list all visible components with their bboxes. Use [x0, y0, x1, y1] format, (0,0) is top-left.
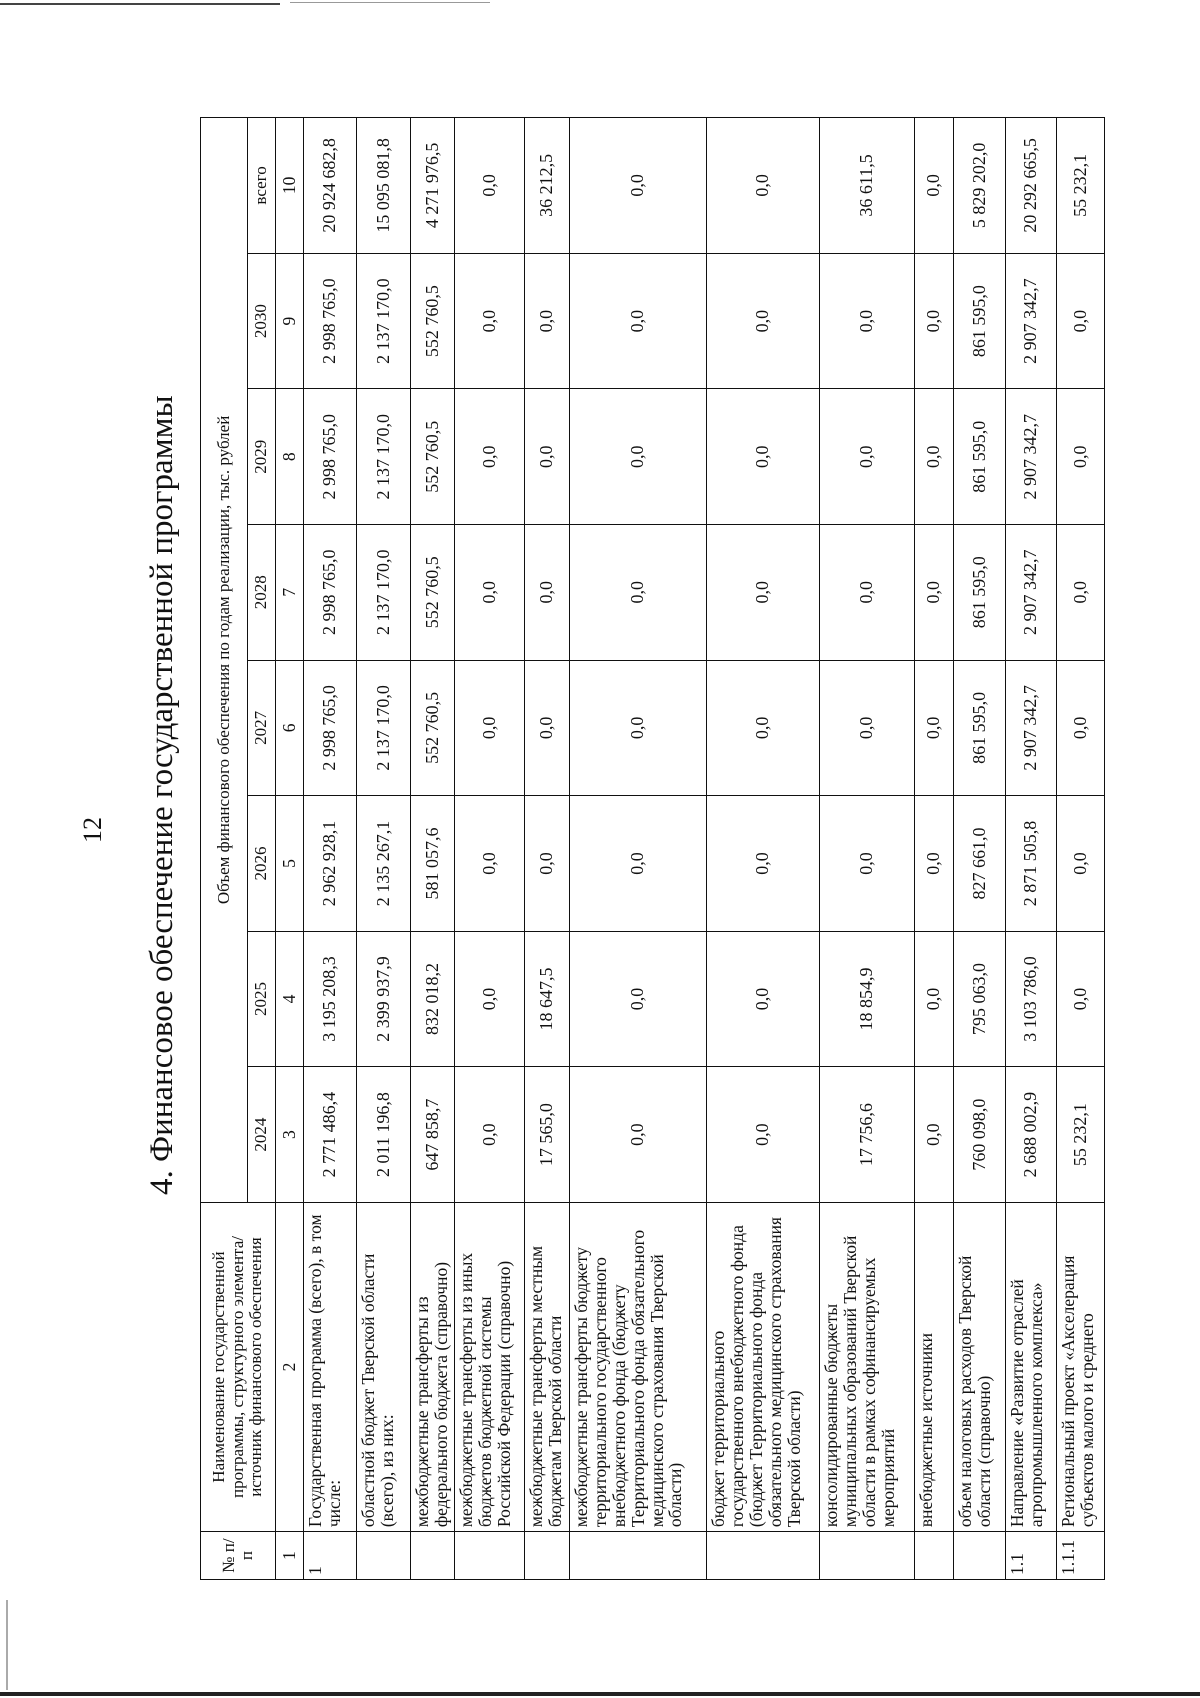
row-value: 0,0	[707, 1067, 820, 1203]
row-value: 0,0	[820, 524, 915, 660]
row-value: 36 212,5	[525, 118, 570, 254]
row-value: 581 057,6	[411, 796, 455, 932]
row-value: 0,0	[570, 118, 707, 254]
row-value: 0,0	[455, 931, 525, 1067]
table-row	[1006, 118, 1057, 1580]
column-number: 6	[276, 660, 304, 796]
row-value: 0,0	[915, 389, 954, 525]
row-value: 0,0	[915, 931, 954, 1067]
row-value: 17 756,6	[820, 1067, 915, 1203]
header-year: 2030	[248, 253, 276, 389]
row-value: 2 137 170,0	[357, 660, 411, 796]
table-row	[707, 118, 820, 1580]
scan-artifact-bottom	[0, 1692, 1200, 1696]
row-value: 552 760,5	[411, 524, 455, 660]
row-value: 36 611,5	[820, 118, 915, 254]
row-id: 1	[304, 1532, 357, 1580]
section-title: 4. Финансовое обеспечение государственной программы	[144, 395, 180, 1195]
row-value: 0,0	[570, 253, 707, 389]
row-value: 15 095 081,8	[357, 118, 411, 254]
scan-artifact-top	[0, 3, 280, 5]
row-value: 2 907 342,7	[1006, 253, 1057, 389]
column-number-row	[276, 118, 304, 1580]
row-value: 0,0	[915, 1067, 954, 1203]
row-value: 2 998 765,0	[304, 389, 357, 525]
table-row	[570, 118, 707, 1580]
table-row	[525, 118, 570, 1580]
row-value: 861 595,0	[954, 389, 1006, 525]
row-value: 0,0	[455, 796, 525, 932]
row-value: 2 135 267,1	[357, 796, 411, 932]
row-value: 0,0	[820, 253, 915, 389]
row-value: 861 595,0	[954, 660, 1006, 796]
row-value: 2 998 765,0	[304, 660, 357, 796]
row-value: 0,0	[707, 796, 820, 932]
row-value: 2 137 170,0	[357, 253, 411, 389]
row-value: 2 998 765,0	[304, 253, 357, 389]
row-name: межбюджетные трансферты из иных бюджетов бюджетной системы Российской Федерации (справочно)	[455, 1202, 525, 1531]
row-value: 861 595,0	[954, 524, 1006, 660]
row-id	[411, 1532, 455, 1580]
row-id: 1.1	[1006, 1532, 1057, 1580]
row-value: 0,0	[1057, 253, 1105, 389]
column-number: 4	[276, 931, 304, 1067]
row-value: 0,0	[525, 796, 570, 932]
row-name: межбюджетные трансферты местным бюджетам Тверской области	[525, 1202, 570, 1531]
row-value: 0,0	[707, 660, 820, 796]
header-year: 2024	[248, 1067, 276, 1203]
row-value: 832 018,2	[411, 931, 455, 1067]
row-value: 0,0	[525, 253, 570, 389]
row-value: 0,0	[570, 1067, 707, 1203]
page-number: 12	[78, 817, 107, 843]
row-id	[915, 1532, 954, 1580]
row-value: 0,0	[707, 931, 820, 1067]
row-id	[570, 1532, 707, 1580]
column-number: 3	[276, 1067, 304, 1203]
row-value: 552 760,5	[411, 389, 455, 525]
row-value: 2 907 342,7	[1006, 524, 1057, 660]
row-id: 1.1.1	[1057, 1532, 1105, 1580]
column-number: 5	[276, 796, 304, 932]
table-row	[455, 118, 525, 1580]
row-value: 2 137 170,0	[357, 524, 411, 660]
row-value: 55 232,1	[1057, 1067, 1105, 1203]
row-value: 0,0	[820, 389, 915, 525]
row-value: 0,0	[570, 389, 707, 525]
row-id	[357, 1532, 411, 1580]
row-value: 0,0	[707, 389, 820, 525]
row-name: объем налоговых расходов Тверской области (справочно)	[954, 1202, 1006, 1531]
row-value: 4 271 976,5	[411, 118, 455, 254]
scan-artifact-left	[6, 1600, 8, 1690]
row-value: 0,0	[915, 118, 954, 254]
row-value: 0,0	[570, 524, 707, 660]
row-id	[954, 1532, 1006, 1580]
row-name: внебюджетные источники	[915, 1202, 954, 1531]
row-value: 2 871 505,8	[1006, 796, 1057, 932]
row-value: 0,0	[525, 660, 570, 796]
row-value: 2 137 170,0	[357, 389, 411, 525]
row-value: 0,0	[915, 796, 954, 932]
row-value: 861 595,0	[954, 253, 1006, 389]
row-value: 2 771 486,4	[304, 1067, 357, 1203]
row-value: 2 907 342,7	[1006, 660, 1057, 796]
table-row	[357, 118, 411, 1580]
header-number: № п/п	[201, 1532, 276, 1580]
row-value: 0,0	[455, 118, 525, 254]
row-value: 552 760,5	[411, 253, 455, 389]
row-value: 0,0	[1057, 931, 1105, 1067]
row-value: 0,0	[525, 389, 570, 525]
table-container	[200, 117, 1160, 1580]
row-value: 18 647,5	[525, 931, 570, 1067]
row-id	[525, 1532, 570, 1580]
row-value: 0,0	[455, 524, 525, 660]
column-number: 7	[276, 524, 304, 660]
row-id	[707, 1532, 820, 1580]
row-value: 0,0	[455, 253, 525, 389]
header-year: 2027	[248, 660, 276, 796]
row-value: 3 195 208,3	[304, 931, 357, 1067]
header-year: 2025	[248, 931, 276, 1067]
row-value: 0,0	[915, 253, 954, 389]
row-value: 0,0	[455, 660, 525, 796]
row-value: 2 962 928,1	[304, 796, 357, 932]
row-value: 0,0	[455, 1067, 525, 1203]
row-value: 760 098,0	[954, 1067, 1006, 1203]
row-value: 3 103 786,0	[1006, 931, 1057, 1067]
row-value: 827 661,0	[954, 796, 1006, 932]
table-row	[915, 118, 954, 1580]
row-value: 0,0	[570, 796, 707, 932]
column-number: 2	[276, 1202, 304, 1531]
column-number: 1	[276, 1532, 304, 1580]
row-value: 0,0	[820, 660, 915, 796]
row-value: 0,0	[707, 118, 820, 254]
row-value: 0,0	[570, 931, 707, 1067]
row-name: бюджет территориального государственного внебюджетного фонда (бюджет Территориального фонда обязательного медицинского страхования Тверской области)	[707, 1202, 820, 1531]
row-value: 0,0	[1057, 660, 1105, 796]
header-group: Объем финансового обеспечения по годам реализации, тыс. рублей	[201, 118, 248, 1203]
row-value: 0,0	[570, 660, 707, 796]
header-year: 2026	[248, 796, 276, 932]
table-row	[820, 118, 915, 1580]
row-value: 0,0	[1057, 524, 1105, 660]
row-name: Региональный проект «Акселерация субъектов малого и среднего	[1057, 1202, 1105, 1531]
row-value: 20 292 665,5	[1006, 118, 1057, 254]
table-row	[304, 118, 357, 1580]
row-name: Направление «Развитие отраслей агропромышленного комплекса»	[1006, 1202, 1057, 1531]
row-name: Государственная программа (всего), в том числе:	[304, 1202, 357, 1531]
row-value: 0,0	[1057, 389, 1105, 525]
row-value: 552 760,5	[411, 660, 455, 796]
scan-artifact-top-2	[290, 2, 490, 3]
row-value: 647 858,7	[411, 1067, 455, 1203]
row-value: 55 232,1	[1057, 118, 1105, 254]
column-number: 10	[276, 118, 304, 254]
header-year: 2028	[248, 524, 276, 660]
row-name: межбюджетные трансферты из федерального бюджета (справочно)	[411, 1202, 455, 1531]
row-name: областной бюджет Тверской области (всего), из них:	[357, 1202, 411, 1531]
row-value: 20 924 682,8	[304, 118, 357, 254]
row-value: 0,0	[455, 389, 525, 525]
table-row	[1057, 118, 1105, 1580]
row-value: 795 063,0	[954, 931, 1006, 1067]
row-value: 0,0	[1057, 796, 1105, 932]
row-value: 17 565,0	[525, 1067, 570, 1203]
table-row	[954, 118, 1006, 1580]
row-id	[820, 1532, 915, 1580]
row-value: 0,0	[820, 796, 915, 932]
table-row	[411, 118, 455, 1580]
row-value: 0,0	[915, 524, 954, 660]
row-value: 5 829 202,0	[954, 118, 1006, 254]
row-value: 2 998 765,0	[304, 524, 357, 660]
row-value: 0,0	[707, 253, 820, 389]
header-year: 2029	[248, 389, 276, 525]
financing-table	[200, 117, 1105, 1580]
row-value: 0,0	[525, 524, 570, 660]
row-value: 0,0	[915, 660, 954, 796]
row-value: 2 907 342,7	[1006, 389, 1057, 525]
row-id	[455, 1532, 525, 1580]
column-number: 9	[276, 253, 304, 389]
header-name: Наименование государственной программы, структурного элемента/источник финансового обеспечения	[201, 1202, 276, 1531]
row-value: 2 011 196,8	[357, 1067, 411, 1203]
row-value: 2 399 937,9	[357, 931, 411, 1067]
row-name: межбюджетные трансферты бюджету территориального государственного внебюджетного фонда (бюджету Территориального фонда обязательного медицинского страхования Тверской области)	[570, 1202, 707, 1531]
column-number: 8	[276, 389, 304, 525]
header-total: всего	[248, 118, 276, 254]
row-value: 2 688 002,9	[1006, 1067, 1057, 1203]
row-value: 0,0	[707, 524, 820, 660]
row-name: консолидированные бюджеты муниципальных образований Тверской области в рамках софинансируемых мероприятий	[820, 1202, 915, 1531]
row-value: 18 854,9	[820, 931, 915, 1067]
